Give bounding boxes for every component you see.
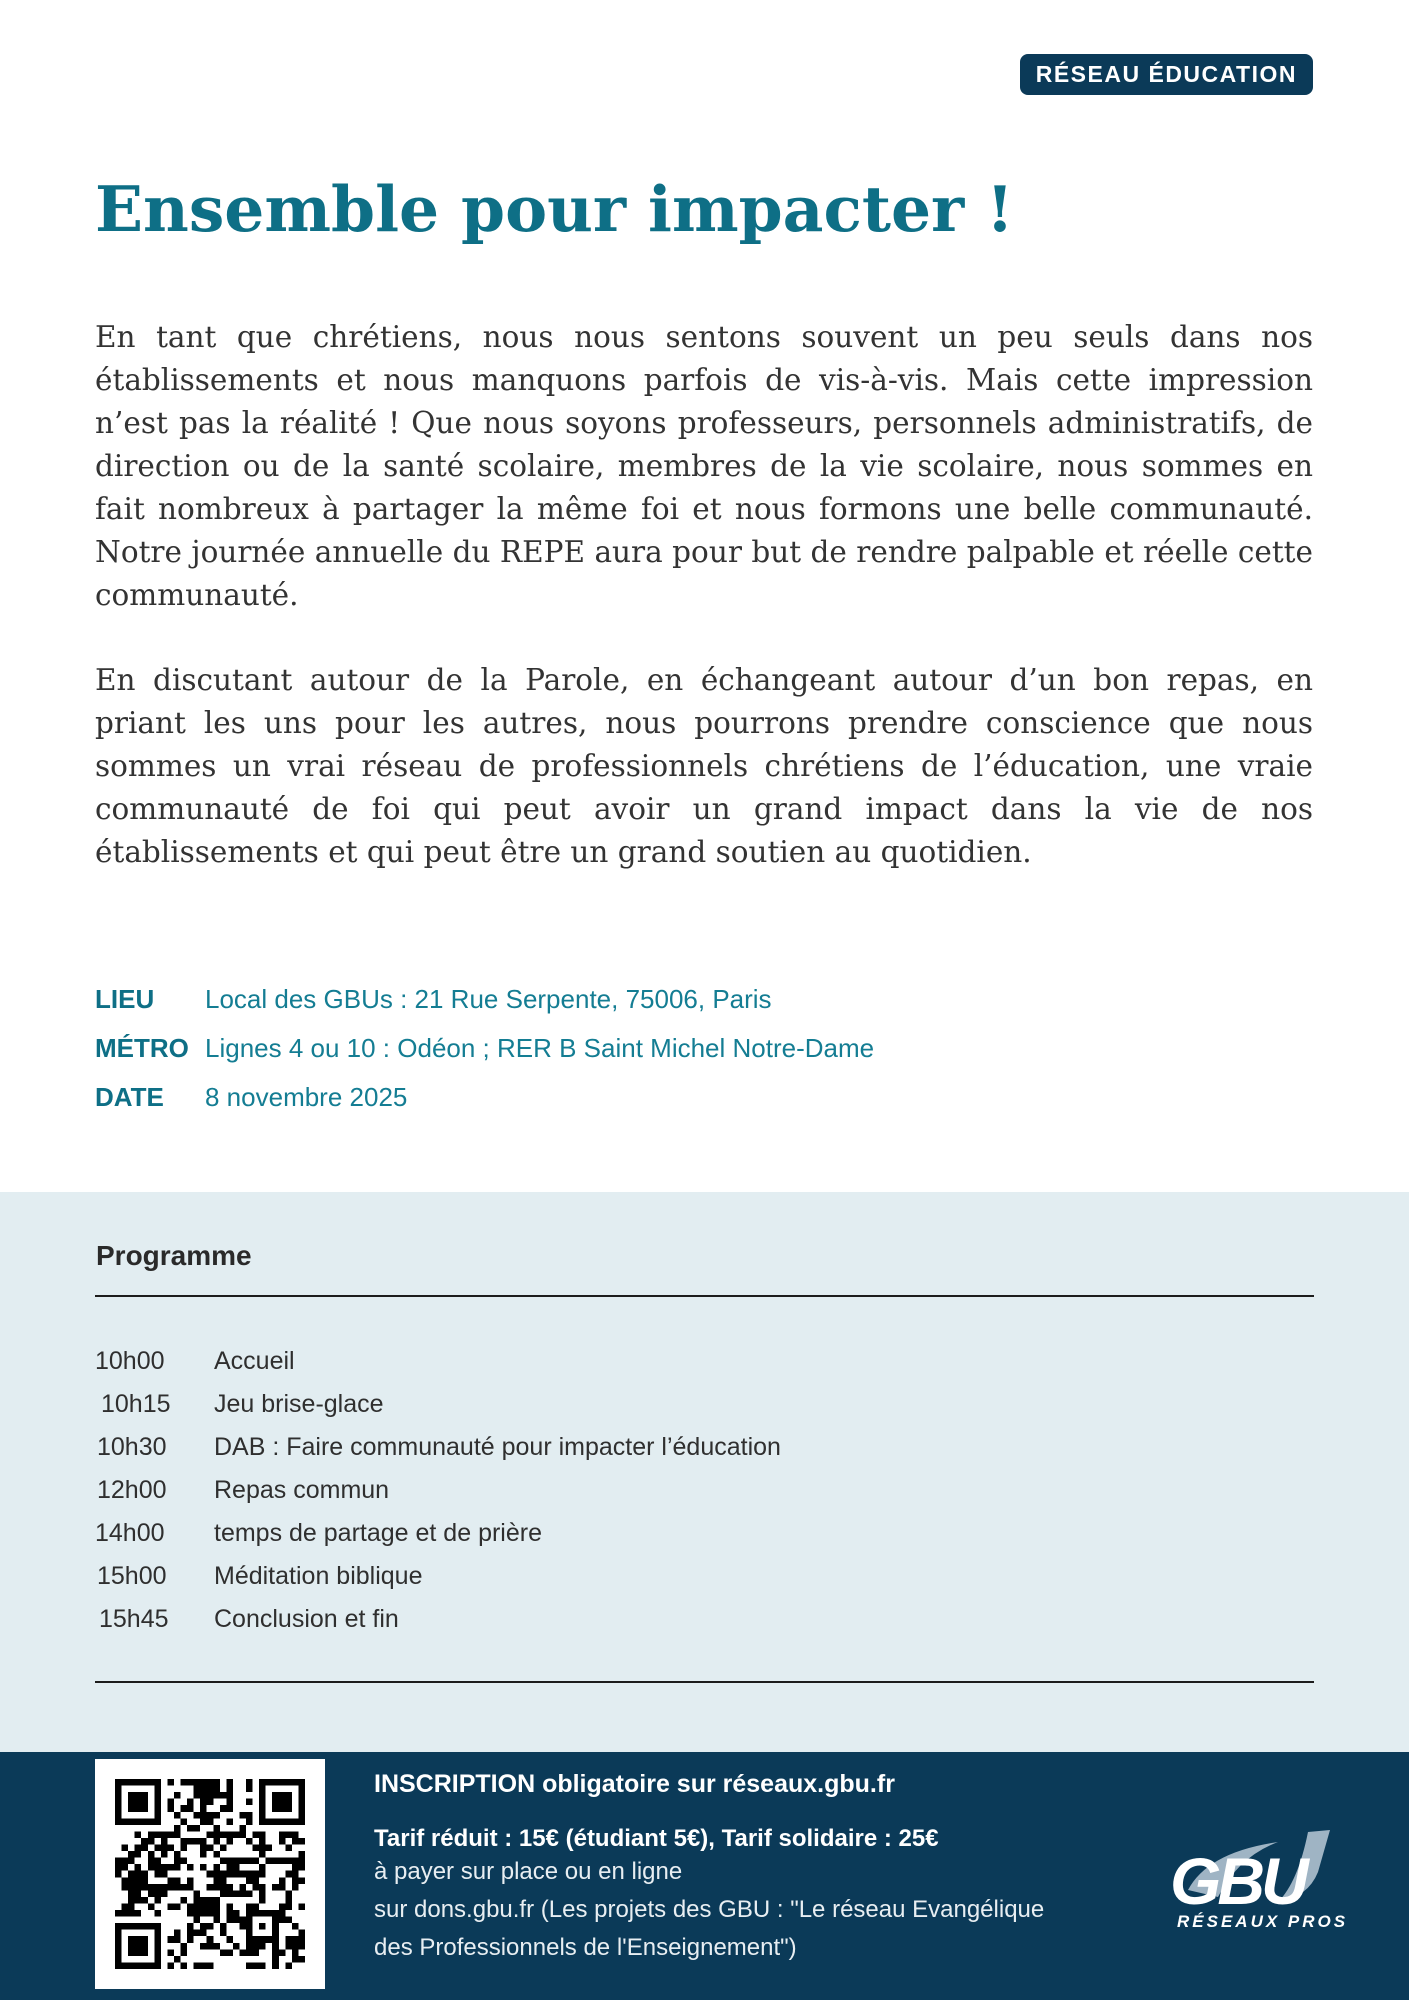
inscription-text: INSCRIPTION obligatoire sur réseaux.gbu.fr [374,1770,895,1798]
footer-text [374,1770,1044,1967]
programme-label: DAB : Faire communauté pour impacter l’éducation [214,1433,781,1461]
programme-label: Repas commun [214,1476,390,1504]
programme-item [95,1340,781,1383]
programme-item [95,1512,781,1555]
info-row-lieu [95,975,874,1024]
programme-time: 10h30 [97,1433,167,1461]
info-label: LIEU [95,984,155,1014]
logo-text: GBU [1170,1844,1305,1918]
programme-time: 12h00 [97,1476,167,1504]
info-label: MÉTRO [95,1033,189,1063]
programme-time: 14h00 [95,1519,165,1547]
programme-label: Méditation biblique [214,1562,423,1590]
programme-label: Accueil [214,1347,295,1375]
programme-time: 10h15 [101,1390,171,1418]
footer [0,1752,1409,2000]
programme-time: 15h45 [99,1605,169,1633]
info-row-date [95,1073,874,1122]
section-badge: RÉSEAU ÉDUCATION [1020,54,1313,95]
divider [95,1295,1314,1297]
info-row-metro [95,1024,874,1073]
divider [95,1681,1314,1683]
programme-label: Conclusion et fin [214,1605,399,1633]
tarif-text: Tarif réduit : 15€ (étudiant 5€), Tarif solidaire : 25€ [374,1825,939,1852]
event-info [95,975,874,1122]
programme-label: temps de partage et de prière [214,1519,542,1547]
programme-item [95,1426,781,1469]
programme-item [95,1383,781,1426]
programme-section [0,1192,1409,1752]
payment-line: sur dons.gbu.fr (Les projets des GBU : "Le réseau Evangélique [374,1896,1045,1923]
intro-paragraph-2: En discutant autour de la Parole, en échangeant autour d’un bon repas, en priant les uns pour les autres, nous pourrons prendre conscience que nous sommes un vrai réseau de professionnels chrétiens de l’éducation, une vraie communauté de foi qui peut avoir un grand impact dans la vie de nos établissements et qui peut être un grand soutien au quotidien. [95,663,1313,869]
programme-label: Jeu brise-glace [214,1390,384,1418]
qr-code-graphic [115,1779,305,1969]
programme-item [95,1598,781,1641]
page-title: Ensemble pour impacter ! [95,172,1014,246]
payment-line: des Professionnels de l'Enseignement") [374,1934,797,1961]
payment-line: à payer sur place ou en ligne [374,1858,683,1885]
qr-code-icon[interactable] [95,1759,325,1989]
programme-time: 10h00 [95,1347,165,1375]
programme-item [95,1555,781,1598]
info-value: Local des GBUs : 21 Rue Serpente, 75006, Paris [205,984,772,1014]
info-value: Lignes 4 ou 10 : Odéon ; RER B Saint Michel Notre-Dame [205,1033,875,1063]
info-value: 8 novembre 2025 [205,1082,408,1112]
info-label: DATE [95,1082,164,1112]
programme-time: 15h00 [97,1562,167,1590]
logo-subtitle: RÉSEAUX PROS [1177,1912,1349,1931]
programme-list [95,1340,781,1641]
programme-title: Programme [96,1240,252,1271]
programme-item [95,1469,781,1512]
intro-paragraph-1: En tant que chrétiens, nous nous sentons souvent un peu seuls dans nos établissements et nous manquons parfois de vis-à-vis. Mais cette impression n’est pas la réalité ! Que nous soyons professeurs, personnels administratifs, de direction ou de la santé scolaire, membres de la vie scolaire, nous sommes en fait nombreux à partager la même foi et nous formons une belle communauté. Notre journée annuelle du REPE aura pour but de rendre palpable et réelle cette communauté. [95,320,1313,612]
